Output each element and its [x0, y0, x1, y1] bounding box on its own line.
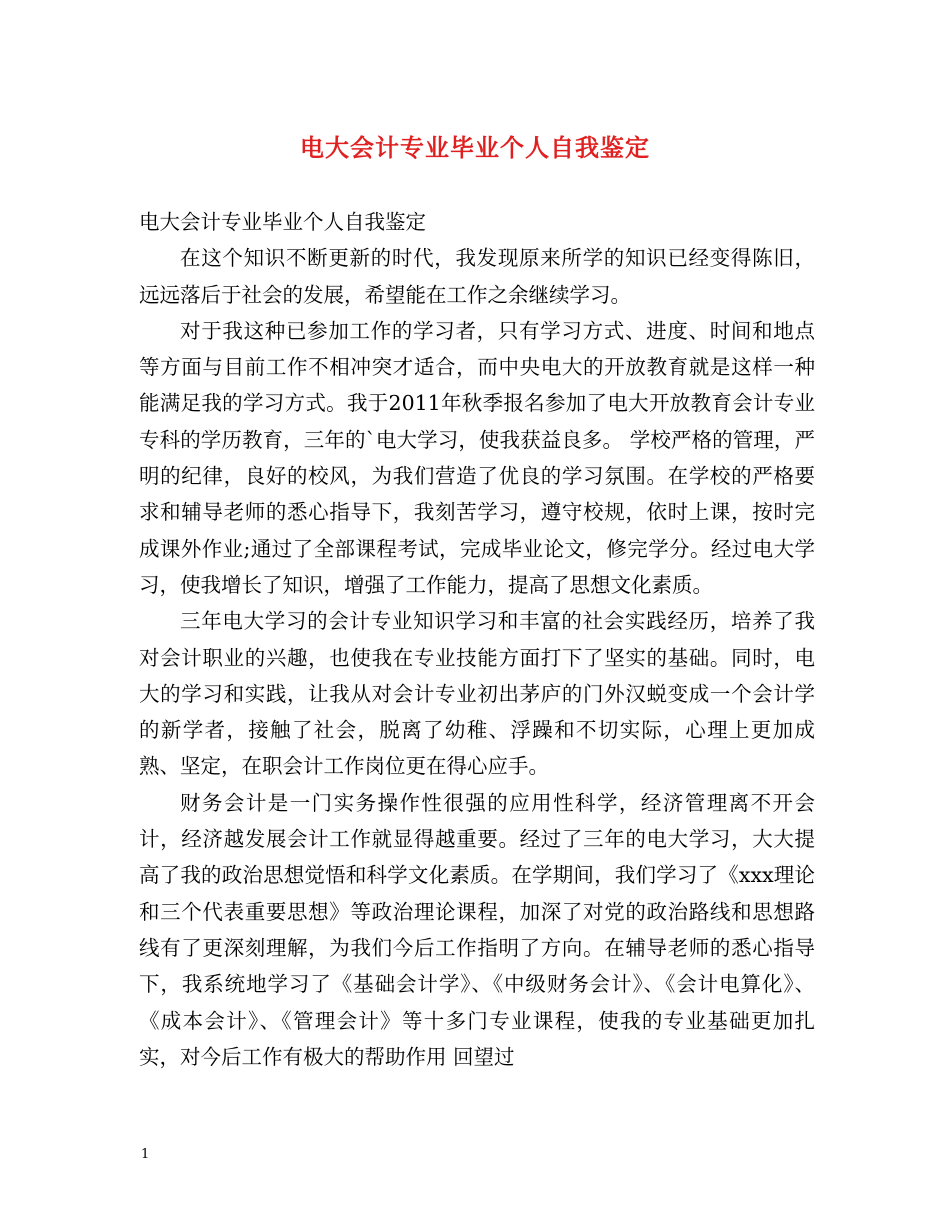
document-title: 电大会计专业毕业个人自我鉴定	[300, 133, 650, 162]
paragraph-1: 在这个知识不断更新的时代，我发现原来所学的知识已经变得陈旧，远远落后于社会的发展，希望能在工作之余继续学习。	[139, 246, 815, 307]
paragraph-3: 三年电大学习的会计专业知识学习和丰富的社会实践经历，培养了我对会计职业的兴趣，也使我在专业技能方面打下了坚实的基础。同时，电大的学习和实践，让我从对会计专业初出茅庐的门外汉蜕变成一个会计学的新学者，接触了社会，脱离了幼稚、浮躁和不切实际，心理上更加成熟、坚定，在职会计工作岗位更在得心应手。	[139, 609, 815, 779]
paragraph-4: 财务会计是一门实务操作性很强的应用性科学，经济管理离不开会计，经济越发展会计工作就显得越重要。经过了三年的电大学习，大大提高了我的政治思想觉悟和科学文化素质。在学期间，我们学习了《xxx理论和三个代表重要思想》等政治理论课程，加深了对党的政治路线和思想路线有了更深刻理解，为我们今后工作指明了方向。在辅导老师的悉心指导下，我系统地学习了《基础会计学》、《中级财务会计》、《会计电算化》、《成本会计》、《管理会计》等十多门专业课程，使我的专业基础更加扎实，对今后工作有极大的帮助作用 回望过	[139, 790, 815, 1069]
page-number: 1	[141, 1147, 150, 1162]
document-body	[139, 204, 815, 1075]
paragraph-2: 对于我这种已参加工作的学习者，只有学习方式、进度、时间和地点等方面与目前工作不相冲突才适合，而中央电大的开放教育就是这样一种能满足我的学习方式。我于2011年秋季报名参加了电大开放教育会计专业专科的学历教育，三年的`电大学习，使我获益良多。 学校严格的管理，严明的纪律，良好的校风，为我们营造了优良的学习氛围。在学校的严格要求和辅导老师的悉心指导下，我刻苦学习，遵守校规，依时上课，按时完成课外作业;通过了全部课程考试，完成毕业论文，修完学分。经过电大学习，使我增长了知识，增强了工作能力，提高了思想文化素质。	[139, 318, 815, 597]
document-subtitle: 电大会计专业毕业个人自我鉴定	[139, 210, 426, 234]
